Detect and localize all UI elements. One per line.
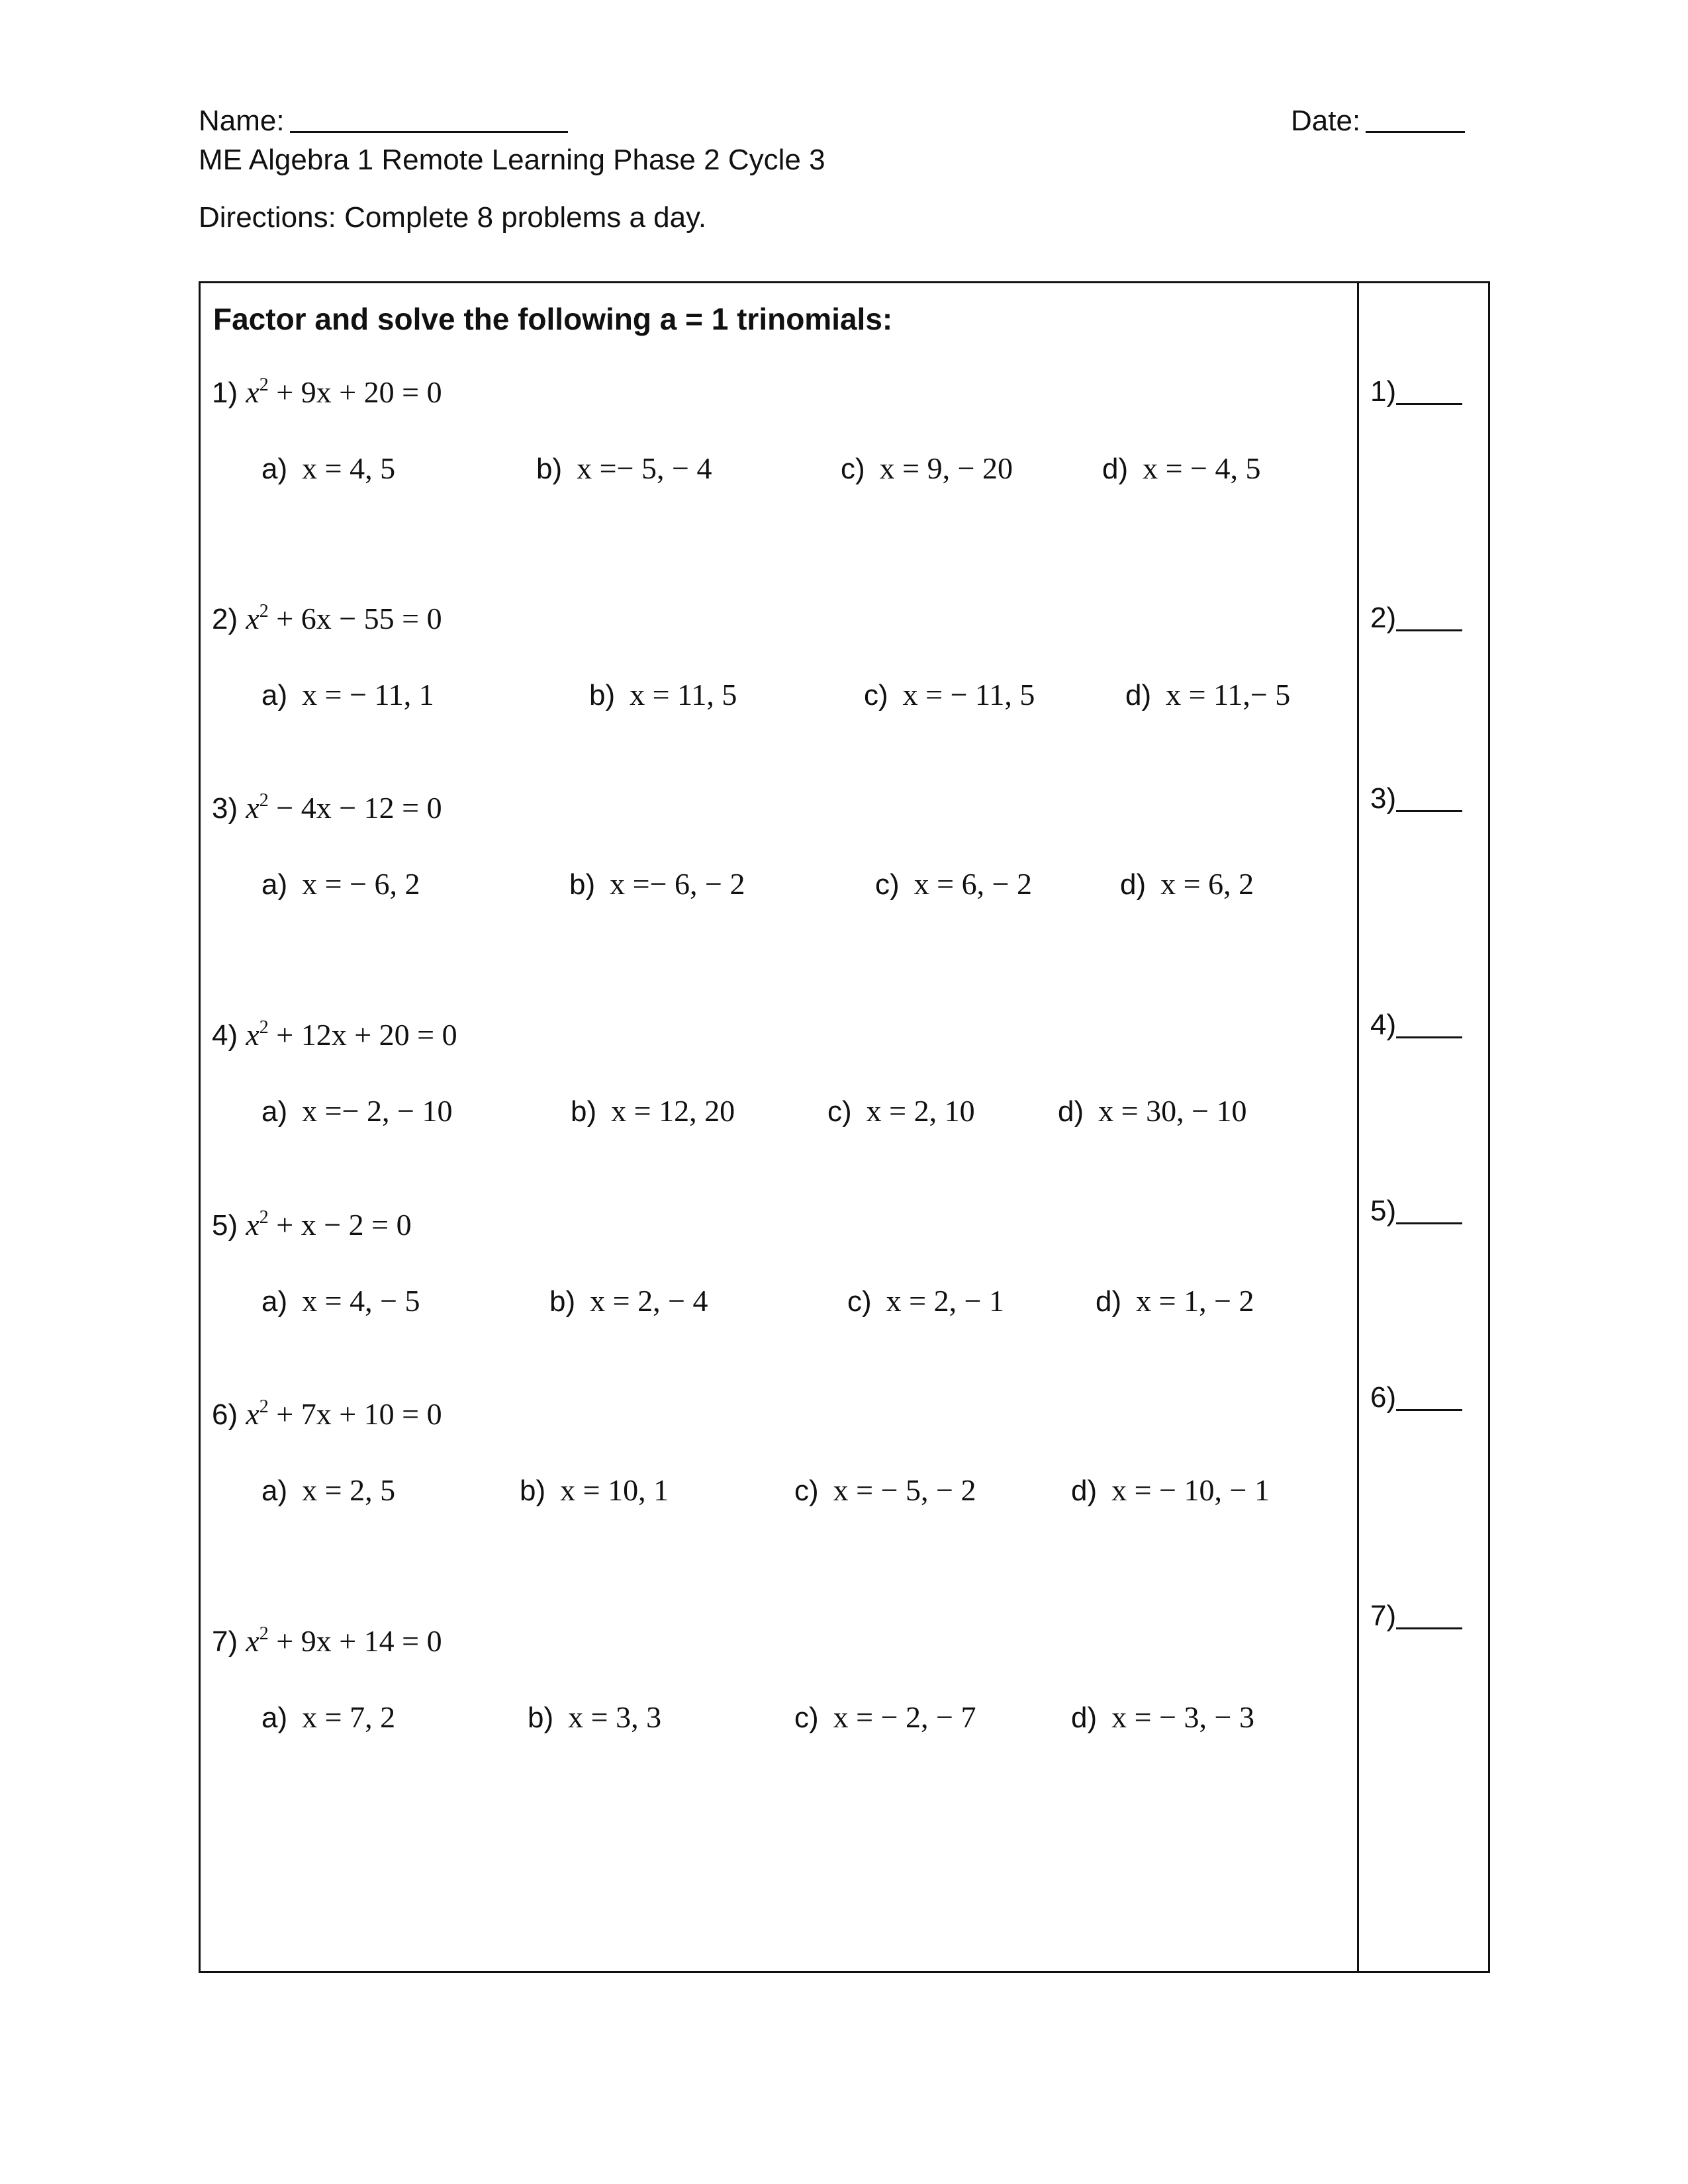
problem-5 <box>212 1207 412 1242</box>
choice-1b[interactable]: b) x =− 5, − 4 <box>536 451 712 485</box>
name-label: Name: <box>199 105 285 137</box>
date-label: Date: <box>1291 105 1361 137</box>
choice-7a[interactable]: a) x = 7, 2 <box>261 1700 396 1734</box>
choice-4c[interactable]: c) x = 2, 10 <box>827 1094 975 1128</box>
choice-2d[interactable]: d) x = 11,− 5 <box>1125 678 1291 711</box>
problem-number: 7) <box>212 1625 238 1658</box>
equation: $x^2 + 9x + 14 = 0$ <box>246 1623 442 1658</box>
equation: $x^2 + 7x + 10 = 0$ <box>246 1396 442 1431</box>
answer-blank-6[interactable]: 6) <box>1370 1383 1462 1412</box>
answer-blank-4[interactable]: 4) <box>1370 1011 1462 1040</box>
choice-7d[interactable]: d) x = − 3, − 3 <box>1071 1700 1254 1734</box>
choice-3b[interactable]: b) x =− 6, − 2 <box>569 867 745 901</box>
answer-column-divider <box>1357 281 1359 1973</box>
choice-4b[interactable]: b) x = 12, 20 <box>571 1094 735 1128</box>
choice-7b[interactable]: b) x = 3, 3 <box>528 1700 662 1734</box>
problem-4 <box>212 1017 457 1052</box>
choice-2a[interactable]: a) x = − 11, 1 <box>261 678 434 711</box>
choice-1a[interactable]: a) x = 4, 5 <box>261 451 396 485</box>
problem-3 <box>212 790 442 825</box>
answer-blank-5[interactable]: 5) <box>1370 1197 1462 1226</box>
choice-3a[interactable]: a) x = − 6, 2 <box>261 867 420 901</box>
equation: $x^2 + x - 2 = 0$ <box>246 1207 412 1242</box>
choice-1d[interactable]: d) x = − 4, 5 <box>1102 451 1261 485</box>
choice-6c[interactable]: c) x = − 5, − 2 <box>794 1473 976 1507</box>
choice-3d[interactable]: d) x = 6, 2 <box>1120 867 1254 901</box>
answer-blank-1[interactable]: 1) <box>1370 377 1462 406</box>
problem-number: 5) <box>212 1209 238 1242</box>
course-title: ME Algebra 1 Remote Learning Phase 2 Cycle 3 <box>199 144 825 176</box>
problem-number: 2) <box>212 603 238 635</box>
name-blank[interactable] <box>290 105 568 133</box>
choice-2b[interactable]: b) x = 11, 5 <box>589 678 737 711</box>
problem-6 <box>212 1396 442 1431</box>
choice-6a[interactable]: a) x = 2, 5 <box>261 1473 396 1507</box>
choice-3c[interactable]: c) x = 6, − 2 <box>875 867 1033 901</box>
problem-number: 4) <box>212 1019 238 1052</box>
problem-number: 3) <box>212 792 238 825</box>
choice-1c[interactable]: c) x = 9, − 20 <box>841 451 1013 485</box>
problem-2 <box>212 601 442 635</box>
section-title: Factor and solve the following a = 1 trinomials: <box>213 302 893 336</box>
problem-number: 6) <box>212 1398 238 1431</box>
equation: $x^2 + 9x + 20 = 0$ <box>246 375 442 409</box>
date-blank[interactable] <box>1366 105 1465 133</box>
choice-6d[interactable]: d) x = − 10, − 1 <box>1071 1473 1270 1507</box>
problem-1 <box>212 377 442 408</box>
problem-number: 1) <box>212 377 238 409</box>
answer-blank-3[interactable]: 3) <box>1370 784 1462 813</box>
problem-7 <box>212 1623 442 1658</box>
answer-blank-2[interactable]: 2) <box>1370 604 1462 633</box>
directions: Directions: Complete 8 problems a day. <box>199 201 707 234</box>
choice-7c[interactable]: c) x = − 2, − 7 <box>794 1700 976 1734</box>
choice-6b[interactable]: b) x = 10, 1 <box>520 1473 669 1507</box>
date-field[interactable] <box>1291 105 1465 136</box>
equation: $x^2 - 4x - 12 = 0$ <box>246 790 442 825</box>
answer-blank-7[interactable]: 7) <box>1370 1602 1462 1631</box>
choice-2c[interactable]: c) x = − 11, 5 <box>864 678 1035 711</box>
equation: $x^2 + 6x - 55 = 0$ <box>246 601 442 635</box>
choice-5d[interactable]: d) x = 1, − 2 <box>1096 1284 1254 1318</box>
choice-5a[interactable]: a) x = 4, − 5 <box>261 1284 420 1318</box>
equation: $x^2 + 12x + 20 = 0$ <box>246 1017 457 1052</box>
choice-4d[interactable]: d) x = 30, − 10 <box>1058 1094 1247 1128</box>
choice-5c[interactable]: c) x = 2, − 1 <box>847 1284 1005 1318</box>
choice-5b[interactable]: b) x = 2, − 4 <box>549 1284 708 1318</box>
choice-4a[interactable]: a) x =− 2, − 10 <box>261 1094 453 1128</box>
name-field[interactable] <box>199 105 568 136</box>
